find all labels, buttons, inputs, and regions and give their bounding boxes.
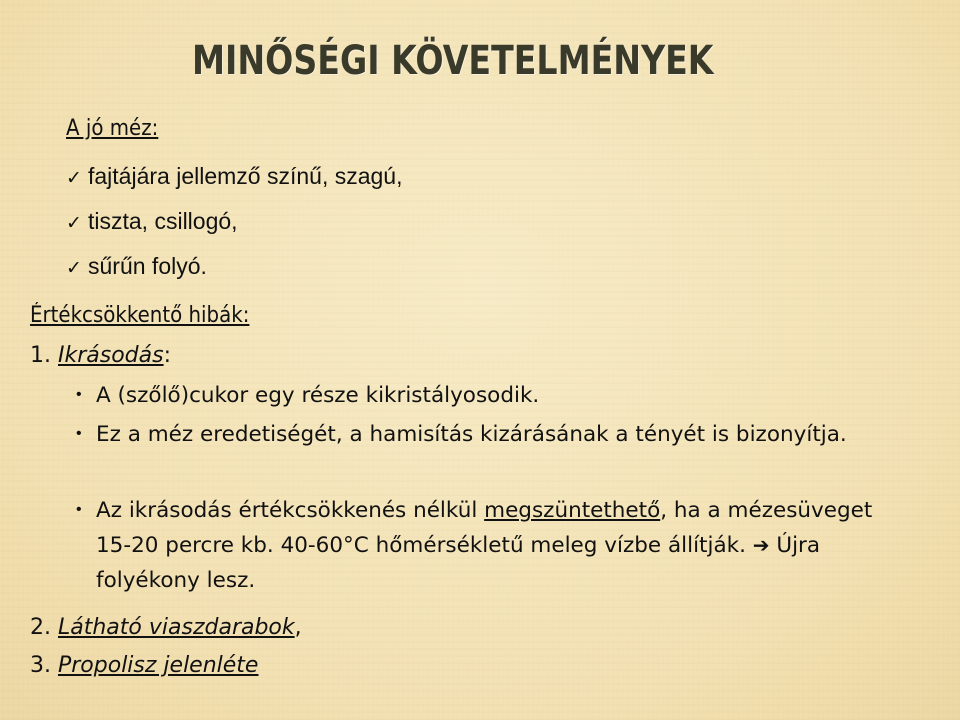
defects-heading: Értékcsökkentő hibák: [30, 303, 250, 328]
defect-item-1 [30, 342, 171, 370]
bullet-3-text-pre: Az ikrásodás értékcsökkenés nélkül [96, 498, 485, 523]
bullet-icon: • [76, 501, 82, 518]
defect-bullet-2: Ez a méz eredetiségét, a hamisítás kizárásának a tényét is bizonyítja. [96, 422, 847, 447]
check-icon: ✓ [66, 167, 82, 189]
good-honey-item-text: tiszta, csillogó, [88, 208, 238, 234]
good-honey-item-text: fajtájára jellemző színű, szagú, [88, 163, 403, 189]
defect-label: Ikrásodás [58, 343, 164, 368]
page-title: MINŐSÉGI KÖVETELMÉNYEK [192, 38, 714, 84]
check-icon: ✓ [66, 257, 82, 279]
check-icon: ✓ [66, 212, 82, 234]
good-honey-heading: A jó méz: [66, 116, 159, 141]
defect-item-3 [30, 652, 258, 680]
bullet-3-text-mid: , ha a mézesüveget 15-20 percre kb. 40-60°C hőmérsékletű meleg vízbe állítják. [96, 498, 873, 558]
defect-bullet-1: A (szőlő)cukor egy része kikristályosodik. [96, 383, 540, 408]
bullet-icon: • [76, 425, 82, 442]
defect-number: 1. [30, 343, 51, 368]
defect-suffix: : [163, 343, 172, 368]
defect-suffix: , [294, 615, 302, 640]
good-honey-item-text: sűrűn folyó. [88, 253, 207, 279]
defect-label: Látható viaszdarabok [58, 615, 295, 640]
good-honey-item [66, 252, 207, 282]
defect-number: 3. [30, 653, 51, 678]
right-arrow-icon: ➔ [752, 533, 770, 557]
defect-number: 2. [30, 615, 51, 640]
good-honey-item [66, 162, 403, 192]
bullet-3-underlined-word: megszüntethető [484, 498, 661, 523]
good-honey-item [66, 207, 238, 237]
defect-bullet-3 [96, 493, 906, 598]
defect-item-2 [30, 614, 302, 642]
bullet-icon: • [76, 386, 82, 403]
defect-label: Propolisz jelenléte [58, 653, 259, 678]
bullet-3-text-post: Újra folyékony lesz. [96, 533, 821, 593]
